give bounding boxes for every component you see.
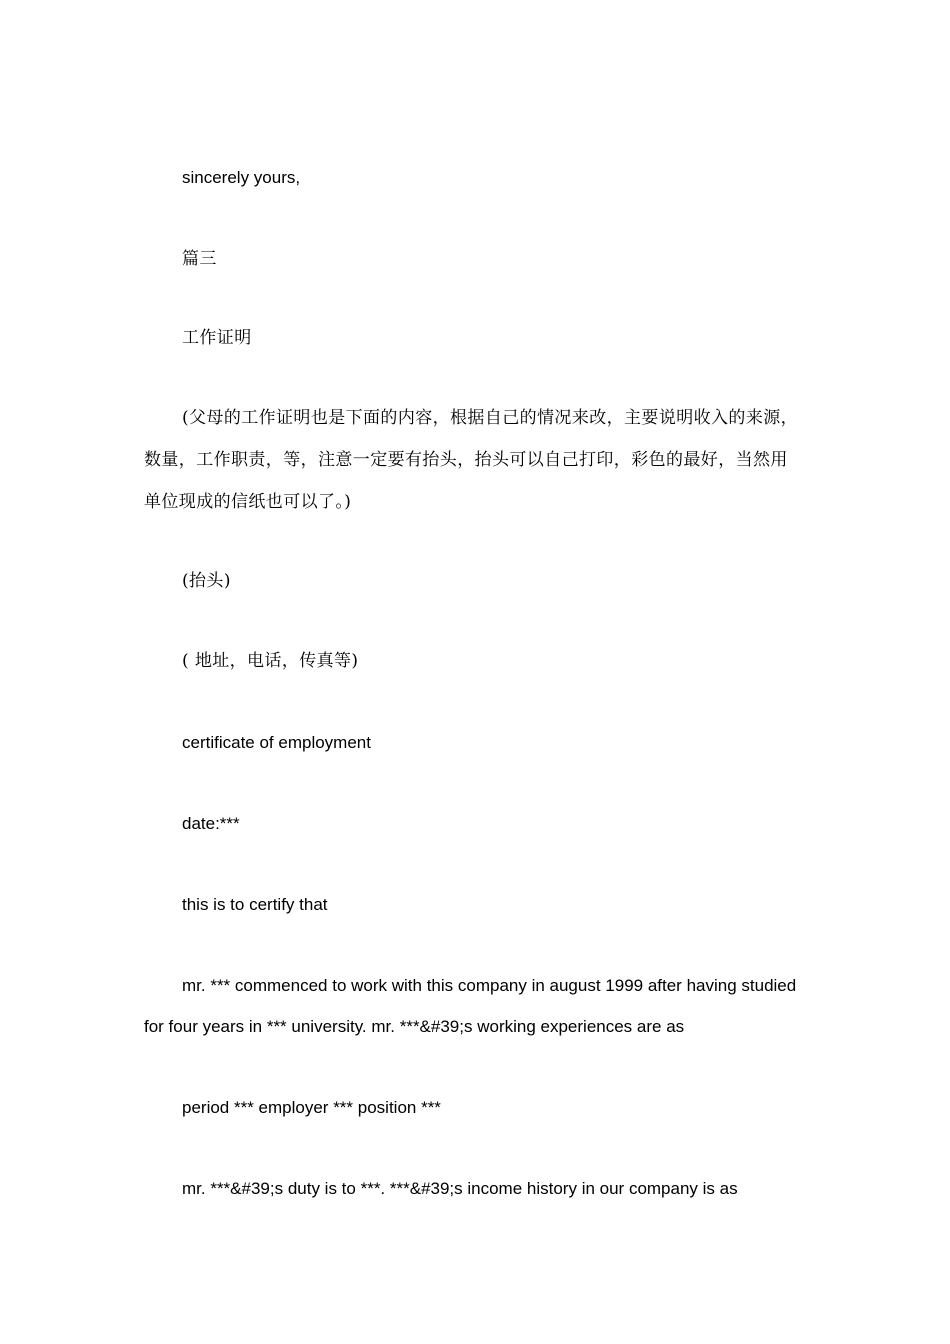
closing-line: sincerely yours, bbox=[182, 168, 301, 187]
instruction-note: (父母的工作证明也是下面的内容，根据自己的情况来改，主要说明收入的来源，数量，工作职责，等，注意一定要有抬头，抬头可以自己打印，彩色的最好，当然用单位现成的信纸也可以了。) bbox=[144, 408, 799, 512]
letterhead-placeholder: (抬头) bbox=[182, 571, 231, 591]
duty-income-paragraph: mr. ***&#39;s duty is to ***. ***&#39;s income history in our company is as bbox=[182, 1179, 738, 1198]
document-title: 工作证明 bbox=[182, 328, 252, 348]
date-line: date:*** bbox=[182, 814, 240, 833]
experience-line: period *** employer *** position *** bbox=[182, 1098, 441, 1117]
certify-line: this is to certify that bbox=[182, 895, 328, 914]
address-placeholder: ( 地址，电话，传真等) bbox=[182, 651, 359, 671]
employment-paragraph: mr. *** commenced to work with this company in august 1999 after having studied for four years in *** university. mr. ***&#39;s working experiences are as bbox=[144, 976, 797, 1036]
certificate-title: certificate of employment bbox=[182, 733, 371, 752]
section-heading: 篇三 bbox=[182, 249, 217, 269]
